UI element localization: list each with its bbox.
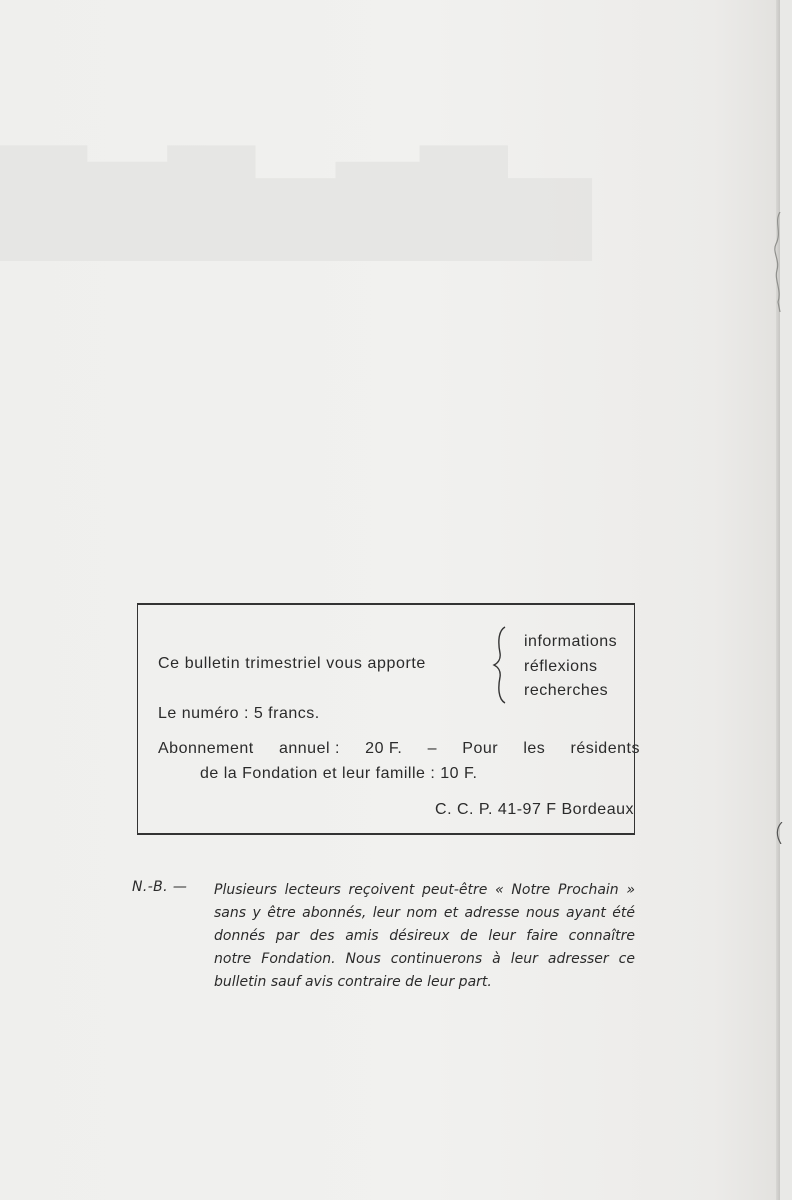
page-edge xyxy=(776,0,780,1200)
show-through-artifact: ▇▆▇▅▆▇▅ xyxy=(0,130,589,260)
note-line: sans y être abonnés, leur nom et adresse nous ayant été xyxy=(214,905,635,921)
curly-brace-icon xyxy=(492,625,508,705)
abo-word-2: 20 F. xyxy=(365,740,403,757)
item-reflexions: réflexions xyxy=(524,657,598,675)
note-line: notre Fondation. Nous continuerons à leur adresser ce xyxy=(214,951,635,967)
subscription-info-box xyxy=(137,603,640,835)
item-recherches: recherches xyxy=(524,682,609,699)
note-text xyxy=(214,879,635,994)
abo-word-5: les xyxy=(523,740,546,757)
issue-price: Le numéro : 5 francs. xyxy=(158,705,320,722)
abo-word-4: Pour xyxy=(462,740,499,757)
content-items xyxy=(524,630,617,704)
postal-account: C. C. P. 41-97 F Bordeaux xyxy=(435,801,634,818)
subscription-line-1 xyxy=(158,740,640,758)
item-informations: informations xyxy=(524,633,618,650)
abo-word-1: annuel : xyxy=(278,740,340,757)
note-line: Plusieurs lecteurs reçoivent peut-être « Notre Prochain » xyxy=(214,882,635,898)
abo-word-6: résidents xyxy=(570,740,640,757)
note-line: bulletin sauf avis contraire de leur part. xyxy=(214,974,492,990)
note-label: N.-B. — xyxy=(132,879,188,895)
apport-label: Ce bulletin trimestriel vous apporte xyxy=(158,655,426,672)
subscription-line-2: de la Fondation et leur famille : 10 F. xyxy=(200,765,478,782)
abo-word-0: Abonnement xyxy=(158,740,254,757)
abo-word-3: – xyxy=(427,740,438,757)
torn-edge-mark xyxy=(772,212,784,312)
torn-edge-mark xyxy=(772,822,784,844)
note-line: donnés par des amis désireux de leur faire connaître xyxy=(214,928,635,944)
